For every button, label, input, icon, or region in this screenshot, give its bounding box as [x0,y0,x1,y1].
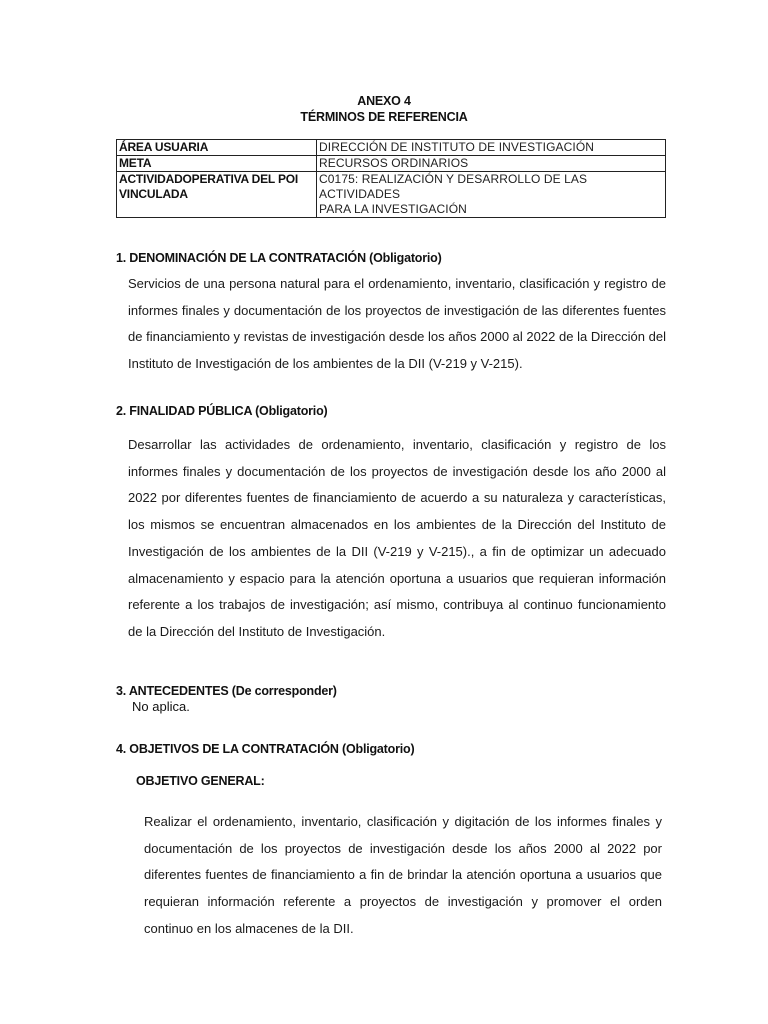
row-label-line: ACTIVIDADOPERATIVA DEL POI [119,172,299,186]
section-paragraph: Desarrollar las actividades de ordenamiento, inventario, clasificación y registro de los informes finales y documentación de los proyectos de investigación desde los año 2000 al 2022 por diferentes fuentes de financiamiento de acuerdo a su naturaleza y características, los mismos se encuentran almacenados en los ambientes de la Dirección del Instituto de Investigación de los ambientes de la DII (V-219 y V-215)., a fin de optimizar un adecuado almacenamiento y espacio para la atención oportuna a usuarios que requieran información referente a los trabajos de investigación; así mismo, contribuya al continuo funcionamiento de la Dirección del Instituto de Investigación. [128,437,666,639]
section-heading: 2. FINALIDAD PÚBLICA (Obligatorio) [116,404,328,418]
row-value-line: C0175: REALIZACIÓN Y DESARROLLO DE LAS ACTIVIDADES [319,172,588,201]
row-value-line: PARA LA INVESTIGACIÓN [319,202,467,216]
table-row [117,172,666,218]
row-label: ÁREA USUARIA [117,140,317,156]
row-label: META [117,156,317,172]
section-heading: 4. OBJETIVOS DE LA CONTRATACIÓN (Obligatorio) [116,742,415,756]
reference-info-table [116,139,666,218]
table-row [117,140,666,156]
document-title: TÉRMINOS DE REFERENCIA [300,110,468,124]
row-value [317,172,666,218]
table-row [117,156,666,172]
section-paragraph: Servicios de una persona natural para el ordenamiento, inventario, clasificación y registro de informes finales y documentación de los proyectos de investigación de las diferentes fuentes de financiamiento y revistas de investigación desde los años 2000 al 2022 de la Dirección del Instituto de Investigación de los ambientes de la DII (V-219 y V-215). [128,276,666,372]
annex-number: ANEXO 4 [357,94,411,108]
row-label [117,172,317,218]
section-heading: 1. DENOMINACIÓN DE LA CONTRATACIÓN (Obligatorio) [116,251,442,265]
section-heading: 3. ANTECEDENTES (De corresponder) [116,684,337,698]
row-value: RECURSOS ORDINARIOS [317,156,666,172]
section-paragraph: No aplica. [132,699,190,714]
row-label-line: VINCULADA [119,187,188,201]
row-value: DIRECCIÓN DE INSTITUTO DE INVESTIGACIÓN [317,140,666,156]
section-subheading: OBJETIVO GENERAL: [136,774,265,788]
section-paragraph: Realizar el ordenamiento, inventario, clasificación y digitación de los informes finales y documentación de los proyectos de investigación desde los años 2000 al 2022 por diferentes fuentes de financiamiento a fin de brindar la atención oportuna a usuarios que requieran información referente a proyectos de investigación y promover el orden continuo en los almacenes de la DII. [144,814,662,936]
